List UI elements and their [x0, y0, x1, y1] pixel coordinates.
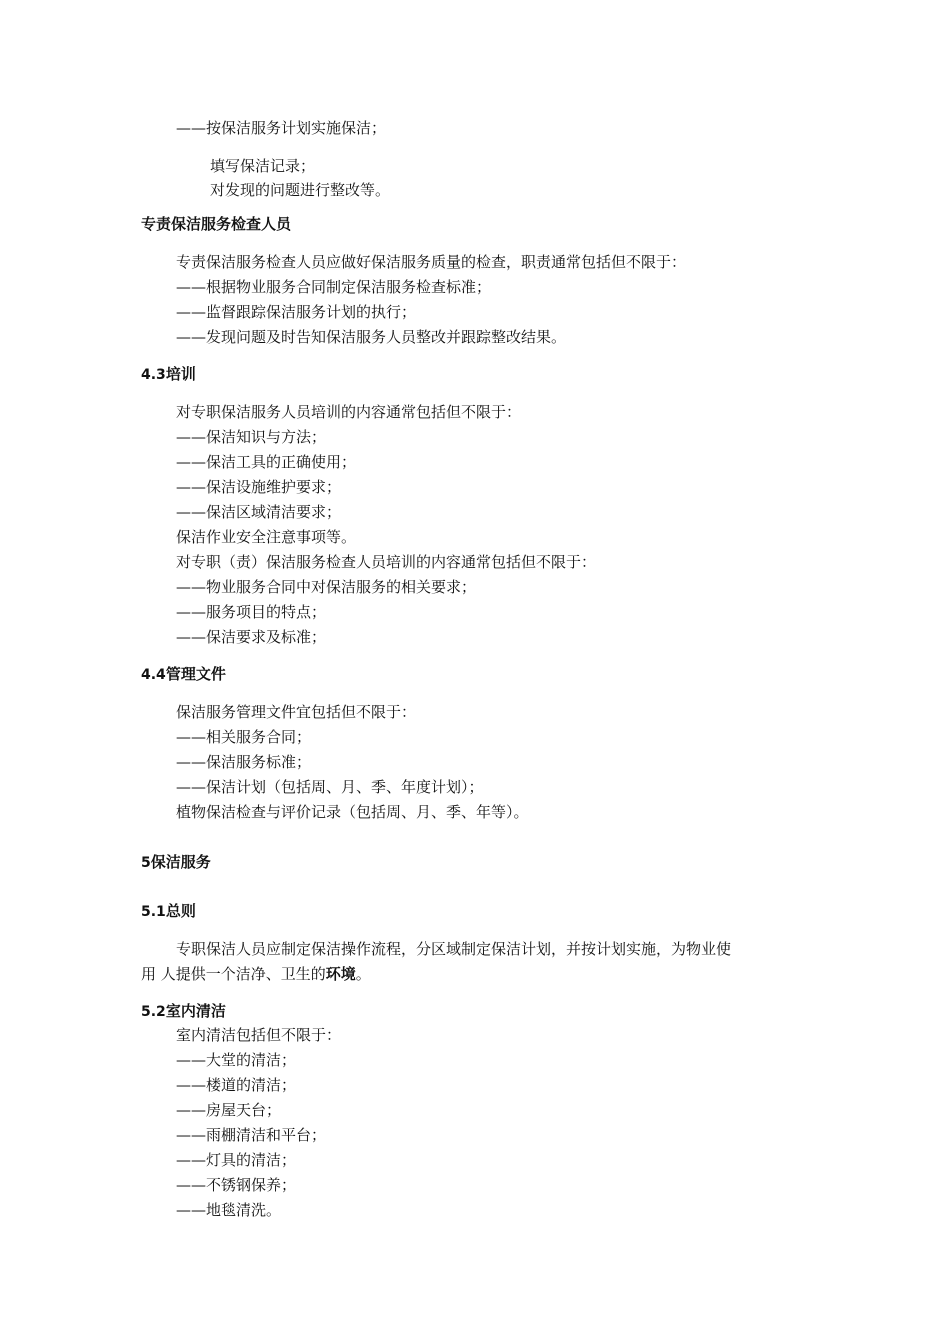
heading-indoor-cleaning — [141, 1001, 226, 1022]
heading-general — [141, 901, 196, 922]
dash-item-service-standard: ——保洁服务标准； — [176, 753, 312, 771]
dash-item-report-issues: ——发现问题及时告知保洁服务人员整改并跟踪整改结果。 — [176, 328, 567, 346]
dash-item-lobby: ——大堂的清洁； — [176, 1051, 297, 1069]
section-number: 5.2 — [141, 1004, 166, 1020]
dash-item-rooftop: ——房屋天台； — [176, 1101, 282, 1119]
heading-training — [141, 364, 196, 385]
dash-item-contract-requirements: ——物业服务合同中对保洁服务的相关要求； — [176, 578, 477, 596]
dash-item-stainless-steel: ——不锈钢保养； — [176, 1176, 297, 1194]
section-number: 4.3 — [141, 367, 166, 383]
dash-item-carpet: ——地毯清洗。 — [176, 1201, 282, 1219]
paragraph-general-line1: 专职保洁人员应制定保洁操作流程，分区域制定保洁计划，并按计划实施，为物业使 — [176, 940, 732, 958]
dash-item-facility-maintenance: ——保洁设施维护要求； — [176, 478, 342, 496]
item-rectify-issues: 对发现的问题进行整改等。 — [210, 181, 391, 199]
section-title: 总则 — [165, 902, 196, 920]
section-number: 5 — [141, 855, 151, 871]
section-number: 5.1 — [141, 904, 166, 920]
emphasis-environment: 环境 — [325, 965, 356, 983]
heading-cleaning-service — [141, 852, 211, 873]
dash-item-implement-cleaning: ——按保洁服务计划实施保洁； — [176, 119, 387, 137]
item-inspection-records: 植物保洁检查与评价记录（包括周、月、季、年等）。 — [176, 803, 529, 821]
heading-management-files — [141, 664, 226, 685]
section-title: 室内清洁 — [165, 1002, 226, 1020]
paragraph-training-inspector: 对专职（责）保洁服务检查人员培训的内容通常包括但不限于： — [176, 553, 597, 571]
section-title: 培训 — [165, 365, 196, 383]
dash-item-inspection-standard: ——根据物业服务合同制定保洁服务检查标准； — [176, 278, 492, 296]
dash-item-tools: ——保洁工具的正确使用； — [176, 453, 357, 471]
section-number: 4.4 — [141, 667, 166, 683]
item-fill-records: 填写保洁记录； — [210, 157, 316, 175]
paragraph-training-staff: 对专职保洁服务人员培训的内容通常包括但不限于： — [176, 403, 522, 421]
section-title: 保洁服务 — [150, 853, 211, 871]
dash-item-cleaning-plan: ——保洁计划（包括周、月、季、年度计划）； — [176, 778, 484, 796]
dash-item-lamps: ——灯具的清洁； — [176, 1151, 297, 1169]
paragraph-management-files: 保洁服务管理文件宜包括但不限于： — [176, 703, 417, 721]
dash-item-supervise-plan: ——监督跟踪保洁服务计划的执行； — [176, 303, 417, 321]
paragraph-indoor-cleaning: 室内清洁包括但不限于： — [176, 1026, 342, 1044]
dash-item-requirements-standards: ——保洁要求及标准； — [176, 628, 327, 646]
paragraph-general-line2: 用 人提供一个洁净、卫生的环境。 — [141, 965, 371, 983]
dash-item-corridor: ——楼道的清洁； — [176, 1076, 297, 1094]
dash-item-area-requirements: ——保洁区域清洁要求； — [176, 503, 342, 521]
paragraph-inspector-duties: 专责保洁服务检查人员应做好保洁服务质量的检查，职责通常包括但不限于： — [176, 253, 687, 271]
dash-item-knowledge: ——保洁知识与方法； — [176, 428, 327, 446]
dash-item-canopy: ——雨棚清洁和平台； — [176, 1126, 327, 1144]
heading-inspector: 专责保洁服务检查人员 — [141, 215, 292, 233]
item-safety: 保洁作业安全注意事项等。 — [176, 528, 357, 546]
dash-item-project-features: ——服务项目的特点； — [176, 603, 327, 621]
section-title: 管理文件 — [165, 665, 226, 683]
dash-item-contract: ——相关服务合同； — [176, 728, 312, 746]
